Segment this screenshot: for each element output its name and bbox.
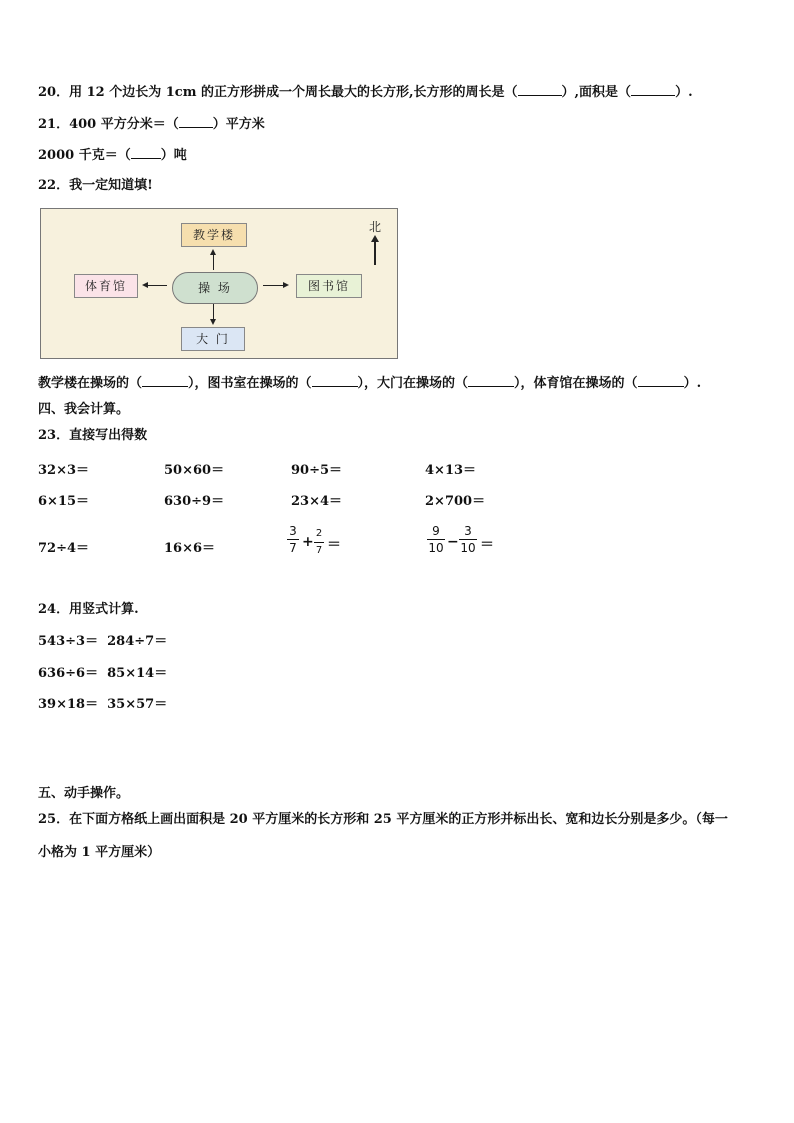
numerator: 9 [432,524,440,538]
question-21 [38,116,265,133]
question-text: 用竖式计算. [69,602,139,617]
direction-diagram [40,208,398,359]
calc-row: 39×18＝ 35×57＝ [38,697,168,712]
answer-blank[interactable] [312,375,358,387]
question-21-line2 [38,147,187,164]
calc-item: 50×60＝ [164,463,225,478]
calc-item: 630÷9＝ [164,494,225,509]
plus-sign: + [302,534,314,550]
equals-sign: ＝ [327,537,341,553]
question-text: ）吨 [160,148,187,163]
calc-row: 636÷6＝ 85×14＝ [38,666,168,681]
sentence-part: ），图书室在操场的（ [188,376,312,391]
arrow-right-icon [263,285,283,286]
question-22-sentence [38,375,701,392]
north-arrowhead-icon [371,235,379,242]
question-text: ）平方米 [212,117,265,132]
sentence-part: ）. [683,376,702,391]
minus-sign: − [447,534,459,550]
teaching-building-box: 教学楼 [181,223,247,247]
calc-item: 90÷5＝ [291,463,343,478]
question-number: 24． [38,602,70,617]
numerator: 2 [315,528,323,539]
answer-blank[interactable] [638,375,684,387]
playground-box: 操 场 [172,272,258,304]
question-22-title [38,178,153,194]
calc-row: 543÷3＝ 284÷7＝ [38,634,168,649]
question-text: 用 12 个边长为 1cm 的正方形拼成一个周长最大的长方形,长方形的周长是（ [69,85,518,100]
arrowhead-left-icon [142,282,148,288]
north-label: 北 [368,220,381,234]
calc-item: 23×4＝ [291,494,343,509]
gym-box: 体育馆 [74,274,138,298]
answer-blank[interactable] [131,147,161,159]
answer-blank[interactable] [468,375,514,387]
calc-item: 32×3＝ [38,463,90,478]
denominator: 10 [428,541,444,555]
section-5-heading: 五、动手操作。 [38,786,130,801]
sentence-part: 教学楼在操场的（ [38,376,143,391]
fraction [314,527,324,558]
question-number: 21． [38,117,70,132]
question-text: 在下面方格纸上画出面积是 20 平方厘米的长方形和 25 平方厘米的正方形并标出长、宽和边长分别是多少。（每一 [69,812,728,827]
question-text: 400 平方分米＝（ [69,117,179,132]
answer-blank[interactable] [518,84,562,96]
arrow-up-icon [213,253,214,270]
question-text: 直接写出得数 [69,428,148,443]
calc-item: 4×13＝ [425,463,477,478]
arrowhead-up-icon [210,249,216,255]
calc-item: 72÷4＝ [38,541,90,556]
arrowhead-down-icon [210,319,216,325]
calc-item: 6×15＝ [38,494,90,509]
calc-item: 2×700＝ [425,494,486,509]
question-25 [38,812,728,828]
answer-blank[interactable] [142,375,188,387]
calc-item: 16×6＝ [164,541,216,556]
question-text: 2000 千克＝（ [38,148,131,163]
question-23-title [38,428,147,444]
library-box: 图书馆 [296,274,362,298]
numerator: 3 [289,524,297,538]
arrow-left-icon [147,285,167,286]
sentence-part: ），大门在操场的（ [357,376,469,391]
sentence-part: ），体育馆在操场的（ [514,376,638,391]
fraction [427,524,445,555]
question-text: ）,面积是（ [561,85,632,100]
question-20 [38,84,693,101]
question-number: 22． [38,178,70,193]
answer-blank[interactable] [179,116,213,128]
equals-sign: ＝ [480,537,494,553]
question-text: 我一定知道填! [69,178,153,193]
denominator: 7 [315,545,323,556]
denominator: 10 [460,541,476,555]
arrowhead-right-icon [283,282,289,288]
question-text: ）. [675,85,693,100]
question-number: 20． [38,85,70,100]
fraction [459,524,477,555]
question-number: 25． [38,812,70,827]
question-25-line2: 小格为 1 平方厘米） [38,845,161,860]
north-arrow-icon [374,241,376,265]
fraction [287,524,299,555]
question-number: 23． [38,428,70,443]
gate-box: 大 门 [181,327,245,351]
answer-blank[interactable] [631,84,675,96]
numerator: 3 [464,524,472,538]
section-4-heading: 四、我会计算。 [38,402,130,417]
denominator: 7 [289,541,297,555]
question-24-title [38,602,139,618]
